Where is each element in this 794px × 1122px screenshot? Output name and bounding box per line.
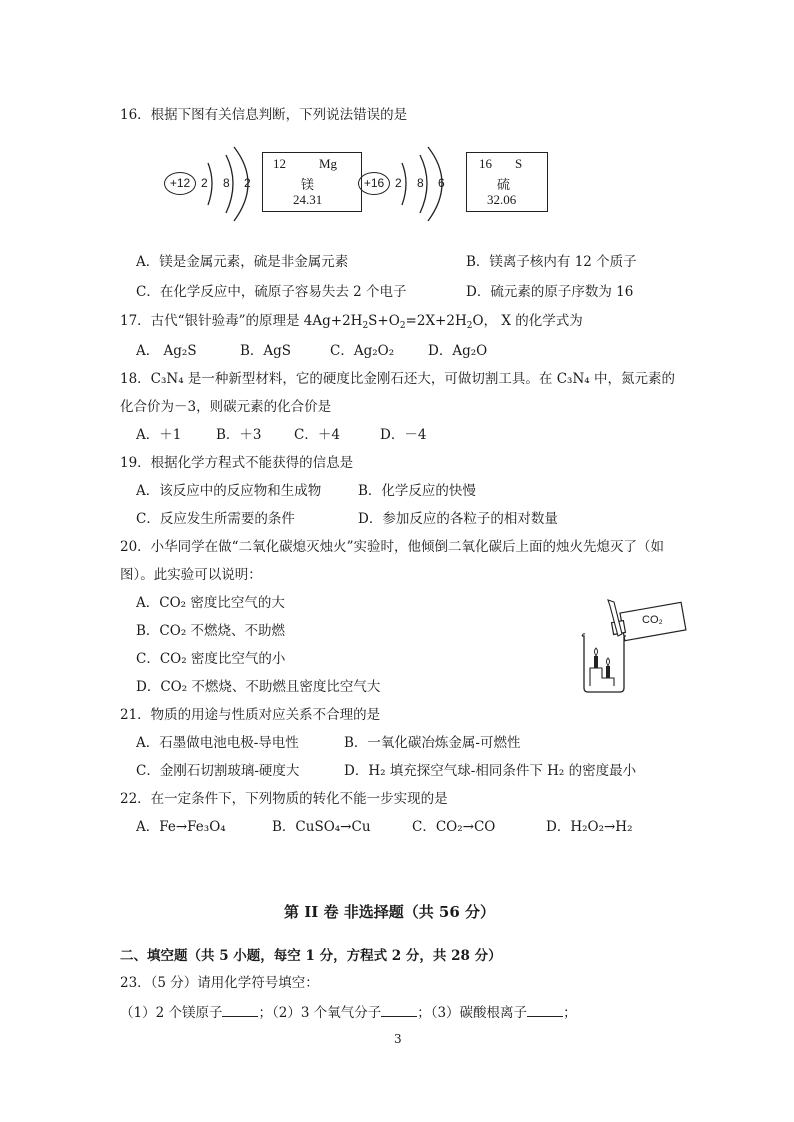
s-symbol: S	[515, 156, 523, 171]
section-2-title: 第 II 卷 非选择题（共 56 分）	[284, 903, 496, 921]
q17-option-d: D．Ag₂O	[428, 343, 488, 359]
s-atom-diagram	[358, 145, 458, 225]
q18-option-a: A．＋1	[136, 427, 182, 443]
s-atomic-mass: 32.06	[487, 192, 517, 207]
q22-option-a: A．Fe→Fe₃O₄	[136, 819, 226, 835]
mg-nucleus: +12	[164, 172, 196, 195]
q19-stem: 19．根据化学方程式不能获得的信息是	[120, 455, 354, 471]
q23-blanks-line: （1）2 个镁原子 ；（2）3 个氧气分子 ；（3）碳酸根离子 ；	[120, 1005, 577, 1021]
q19-option-a: A．该反应中的反应物和生成物	[136, 483, 322, 499]
s-shell-arcs	[358, 145, 458, 225]
q21-option-c: C．金刚石切割玻璃-硬度大	[136, 763, 300, 779]
mg-atomic-mass: 24.31	[293, 192, 323, 207]
q16-option-b: B．镁离子核内有 12 个质子	[466, 254, 637, 270]
q22-option-d: D．H₂O₂→H₂	[546, 819, 633, 835]
mg-shell-arcs	[164, 145, 264, 225]
s-atomic-number: 16	[479, 156, 492, 171]
q16-option-c: C．在化学反应中，硫原子容易失去 2 个电子	[136, 284, 407, 300]
co2-experiment-figure	[578, 596, 688, 696]
mg-atomic-number: 12	[273, 156, 286, 171]
mg-shell-3: 2	[244, 176, 251, 190]
q20-stem-line1: 20．小华同学在做“二氧化碳熄灭烛火”实验时，他倾倒二氧化碳后上面的烛火先熄灭了（如	[120, 539, 664, 555]
q17-option-b: B．AgS	[240, 343, 292, 359]
mg-symbol: Mg	[319, 156, 338, 171]
s-shell-1: 2	[395, 176, 402, 190]
s-shell-3: 6	[438, 176, 445, 190]
q20-option-a: A．CO₂ 密度比空气的大	[136, 595, 285, 611]
q20-option-b: B．CO₂ 不燃烧、不助燃	[136, 623, 286, 639]
q16-option-d: D．硫元素的原子序数为 16	[466, 284, 634, 300]
q16-option-a: A．镁是金属元素，硫是非金属元素	[136, 254, 349, 270]
mg-atom-diagram	[164, 145, 264, 225]
q21-option-a: A．石墨做电池电极-导电性	[136, 735, 299, 751]
q18-option-b: B．＋3	[216, 427, 262, 443]
q18-stem-line2: 化合价为－3，则碳元素的化合价是	[120, 399, 332, 415]
q20-option-d: D．CO₂ 不燃烧、不助燃且密度比空气大	[136, 679, 381, 695]
q16-stem: 16．根据下图有关信息判断，下列说法错误的是	[120, 107, 408, 123]
q17-stem: 17．古代“银针验毒”的原理是 $4Ag+2H_2S+O_2=2X+2H_2O$， X 的化学式为	[120, 313, 583, 331]
part-2-heading: 二、填空题（共 5 小题，每空 1 分，方程式 2 分，共 28 分）	[120, 948, 502, 964]
q21-stem: 21．物质的用途与性质对应关系不合理的是	[120, 707, 381, 723]
q22-option-c: C．CO₂→CO	[412, 819, 496, 835]
q23-stem: 23．（5 分）请用化学符号填空：	[120, 975, 319, 991]
s-element-card	[466, 152, 548, 212]
mg-element-card	[262, 152, 362, 212]
q19-option-b: B．化学反应的快慢	[358, 483, 476, 499]
q23-blank-3[interactable]	[527, 1004, 563, 1017]
co2-bottle-label: CO₂	[642, 614, 663, 626]
q23-blank-1[interactable]	[222, 1004, 258, 1017]
q18-option-c: C．＋4	[294, 427, 340, 443]
q21-option-d: D．H₂ 填充探空气球-相同条件下 H₂ 的密度最小	[344, 763, 637, 779]
mg-shell-2: 8	[223, 176, 230, 190]
s-nucleus: +16	[358, 172, 390, 195]
q22-stem: 22．在一定条件下，下列物质的转化不能一步实现的是	[120, 791, 448, 807]
q19-option-d: D．参加反应的各粒子的相对数量	[358, 511, 558, 527]
mg-name: 镁	[301, 177, 315, 192]
page-number: 3	[394, 1032, 402, 1046]
q22-option-b: B．CuSO₄→Cu	[272, 819, 371, 835]
mg-shell-1: 2	[201, 176, 208, 190]
q23-blank-2[interactable]	[381, 1004, 417, 1017]
q20-option-c: C．CO₂ 密度比空气的小	[136, 651, 286, 667]
co2-experiment-drawing	[578, 596, 688, 696]
q17-option-a: A． Ag₂S	[136, 343, 197, 359]
s-name: 硫	[497, 177, 511, 192]
q19-option-c: C．反应发生所需要的条件	[136, 511, 295, 527]
s-shell-2: 8	[417, 176, 424, 190]
q20-stem-line2: 图）。此实验可以说明：	[120, 567, 262, 583]
q18-option-d: D．－4	[380, 427, 427, 443]
q21-option-b: B．一氧化碳冶炼金属-可燃性	[344, 735, 521, 751]
q18-stem-line1: 18．C₃N₄ 是一种新型材料，它的硬度比金刚石还大，可做切割工具。在 C₃N₄ 中，氮元素的	[120, 371, 675, 387]
q17-option-c: C．Ag₂O₂	[330, 343, 395, 359]
